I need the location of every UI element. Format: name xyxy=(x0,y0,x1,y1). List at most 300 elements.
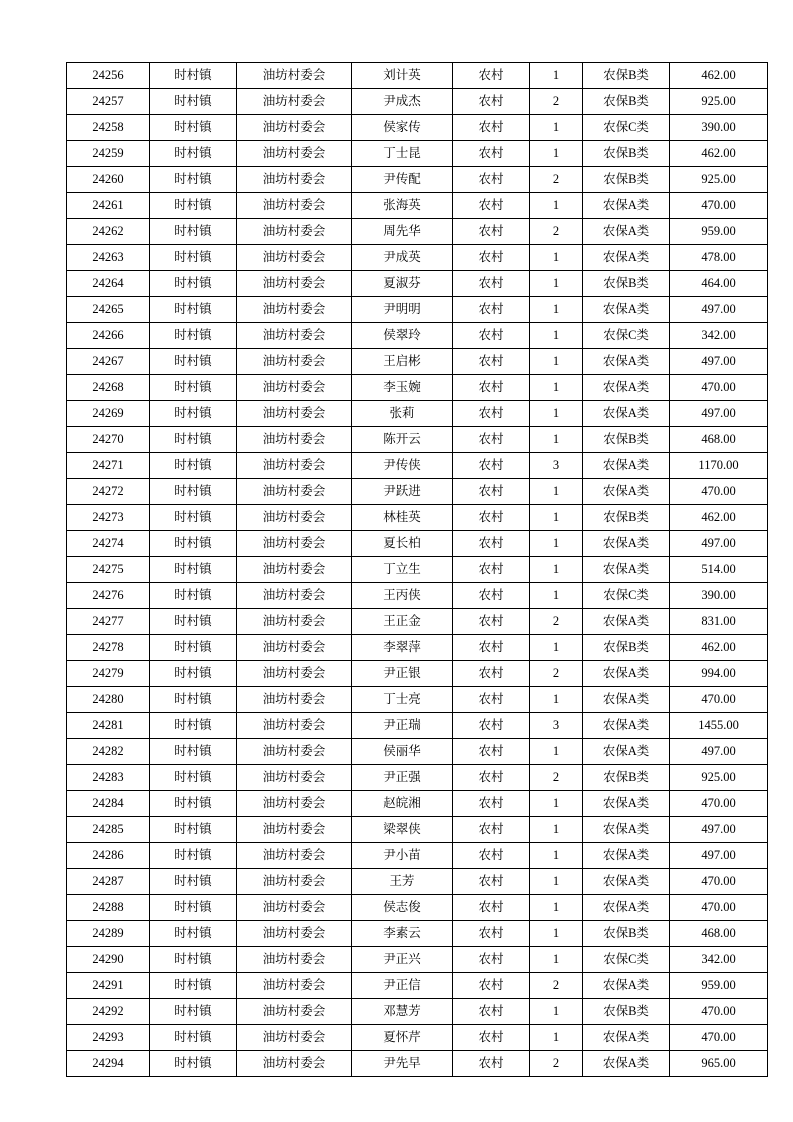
cell-type: 农村 xyxy=(453,271,530,297)
table-row xyxy=(67,895,768,921)
cell-category: 农保B类 xyxy=(583,271,670,297)
cell-id: 24275 xyxy=(67,557,150,583)
cell-type: 农村 xyxy=(453,297,530,323)
table-row xyxy=(67,167,768,193)
cell-type: 农村 xyxy=(453,167,530,193)
cell-village: 油坊村委会 xyxy=(237,687,352,713)
cell-category: 农保A类 xyxy=(583,531,670,557)
cell-count: 1 xyxy=(530,739,583,765)
cell-id: 24277 xyxy=(67,609,150,635)
cell-amount: 925.00 xyxy=(670,167,768,193)
cell-category: 农保C类 xyxy=(583,323,670,349)
table-row xyxy=(67,921,768,947)
cell-count: 1 xyxy=(530,505,583,531)
cell-type: 农村 xyxy=(453,323,530,349)
cell-count: 1 xyxy=(530,375,583,401)
cell-amount: 470.00 xyxy=(670,999,768,1025)
cell-town: 时村镇 xyxy=(150,401,237,427)
cell-town: 时村镇 xyxy=(150,739,237,765)
cell-village: 油坊村委会 xyxy=(237,947,352,973)
cell-id: 24291 xyxy=(67,973,150,999)
cell-name: 尹明明 xyxy=(352,297,453,323)
cell-name: 李翠萍 xyxy=(352,635,453,661)
cell-name: 尹正瑞 xyxy=(352,713,453,739)
cell-count: 1 xyxy=(530,687,583,713)
cell-name: 尹传配 xyxy=(352,167,453,193)
cell-village: 油坊村委会 xyxy=(237,661,352,687)
cell-id: 24269 xyxy=(67,401,150,427)
cell-amount: 497.00 xyxy=(670,739,768,765)
cell-town: 时村镇 xyxy=(150,167,237,193)
cell-type: 农村 xyxy=(453,245,530,271)
cell-category: 农保A类 xyxy=(583,1051,670,1077)
cell-type: 农村 xyxy=(453,999,530,1025)
cell-town: 时村镇 xyxy=(150,609,237,635)
cell-name: 林桂英 xyxy=(352,505,453,531)
cell-id: 24263 xyxy=(67,245,150,271)
cell-id: 24272 xyxy=(67,479,150,505)
cell-category: 农保B类 xyxy=(583,635,670,661)
cell-amount: 462.00 xyxy=(670,141,768,167)
cell-village: 油坊村委会 xyxy=(237,817,352,843)
cell-category: 农保A类 xyxy=(583,349,670,375)
cell-count: 1 xyxy=(530,1025,583,1051)
cell-name: 尹正强 xyxy=(352,765,453,791)
cell-village: 油坊村委会 xyxy=(237,921,352,947)
cell-name: 刘计英 xyxy=(352,63,453,89)
cell-name: 王启彬 xyxy=(352,349,453,375)
cell-count: 2 xyxy=(530,89,583,115)
cell-town: 时村镇 xyxy=(150,63,237,89)
cell-type: 农村 xyxy=(453,791,530,817)
cell-category: 农保A类 xyxy=(583,375,670,401)
cell-id: 24294 xyxy=(67,1051,150,1077)
cell-name: 尹正信 xyxy=(352,973,453,999)
cell-town: 时村镇 xyxy=(150,869,237,895)
cell-amount: 497.00 xyxy=(670,531,768,557)
cell-name: 尹先早 xyxy=(352,1051,453,1077)
cell-village: 油坊村委会 xyxy=(237,375,352,401)
cell-village: 油坊村委会 xyxy=(237,427,352,453)
cell-type: 农村 xyxy=(453,141,530,167)
cell-town: 时村镇 xyxy=(150,375,237,401)
table-row xyxy=(67,505,768,531)
table-row xyxy=(67,661,768,687)
cell-town: 时村镇 xyxy=(150,817,237,843)
cell-village: 油坊村委会 xyxy=(237,505,352,531)
cell-amount: 1170.00 xyxy=(670,453,768,479)
table-row xyxy=(67,375,768,401)
cell-town: 时村镇 xyxy=(150,791,237,817)
cell-amount: 468.00 xyxy=(670,921,768,947)
cell-category: 农保B类 xyxy=(583,167,670,193)
cell-type: 农村 xyxy=(453,505,530,531)
cell-count: 3 xyxy=(530,713,583,739)
cell-id: 24257 xyxy=(67,89,150,115)
cell-type: 农村 xyxy=(453,115,530,141)
cell-count: 1 xyxy=(530,947,583,973)
cell-amount: 925.00 xyxy=(670,89,768,115)
cell-amount: 464.00 xyxy=(670,271,768,297)
cell-amount: 497.00 xyxy=(670,401,768,427)
cell-id: 24292 xyxy=(67,999,150,1025)
cell-town: 时村镇 xyxy=(150,557,237,583)
cell-type: 农村 xyxy=(453,89,530,115)
table-row xyxy=(67,479,768,505)
cell-count: 1 xyxy=(530,869,583,895)
cell-type: 农村 xyxy=(453,739,530,765)
table-row xyxy=(67,739,768,765)
cell-type: 农村 xyxy=(453,219,530,245)
cell-type: 农村 xyxy=(453,583,530,609)
cell-category: 农保A类 xyxy=(583,869,670,895)
cell-amount: 959.00 xyxy=(670,973,768,999)
cell-id: 24258 xyxy=(67,115,150,141)
cell-count: 1 xyxy=(530,817,583,843)
table-row xyxy=(67,141,768,167)
cell-town: 时村镇 xyxy=(150,297,237,323)
cell-type: 农村 xyxy=(453,895,530,921)
cell-village: 油坊村委会 xyxy=(237,271,352,297)
cell-name: 尹正兴 xyxy=(352,947,453,973)
cell-town: 时村镇 xyxy=(150,193,237,219)
table-row xyxy=(67,193,768,219)
cell-village: 油坊村委会 xyxy=(237,765,352,791)
cell-id: 24290 xyxy=(67,947,150,973)
cell-category: 农保B类 xyxy=(583,141,670,167)
cell-type: 农村 xyxy=(453,713,530,739)
cell-category: 农保B类 xyxy=(583,63,670,89)
cell-amount: 468.00 xyxy=(670,427,768,453)
table-row xyxy=(67,453,768,479)
cell-name: 尹小苗 xyxy=(352,843,453,869)
cell-town: 时村镇 xyxy=(150,843,237,869)
cell-name: 王芳 xyxy=(352,869,453,895)
cell-village: 油坊村委会 xyxy=(237,401,352,427)
cell-village: 油坊村委会 xyxy=(237,557,352,583)
cell-town: 时村镇 xyxy=(150,895,237,921)
cell-id: 24262 xyxy=(67,219,150,245)
cell-town: 时村镇 xyxy=(150,245,237,271)
cell-count: 2 xyxy=(530,765,583,791)
cell-amount: 497.00 xyxy=(670,349,768,375)
cell-amount: 959.00 xyxy=(670,219,768,245)
table-row xyxy=(67,791,768,817)
cell-village: 油坊村委会 xyxy=(237,297,352,323)
cell-category: 农保B类 xyxy=(583,999,670,1025)
subsidy-table xyxy=(66,62,768,1077)
cell-type: 农村 xyxy=(453,635,530,661)
cell-count: 2 xyxy=(530,167,583,193)
table-row xyxy=(67,713,768,739)
cell-category: 农保A类 xyxy=(583,1025,670,1051)
cell-category: 农保A类 xyxy=(583,739,670,765)
cell-town: 时村镇 xyxy=(150,89,237,115)
cell-amount: 462.00 xyxy=(670,63,768,89)
cell-town: 时村镇 xyxy=(150,479,237,505)
cell-town: 时村镇 xyxy=(150,765,237,791)
table-row xyxy=(67,583,768,609)
cell-category: 农保A类 xyxy=(583,453,670,479)
cell-id: 24280 xyxy=(67,687,150,713)
table-row xyxy=(67,557,768,583)
cell-category: 农保A类 xyxy=(583,245,670,271)
cell-category: 农保B类 xyxy=(583,427,670,453)
cell-category: 农保C类 xyxy=(583,583,670,609)
cell-id: 24278 xyxy=(67,635,150,661)
cell-count: 1 xyxy=(530,245,583,271)
cell-type: 农村 xyxy=(453,661,530,687)
cell-id: 24285 xyxy=(67,817,150,843)
cell-id: 24273 xyxy=(67,505,150,531)
cell-id: 24289 xyxy=(67,921,150,947)
cell-village: 油坊村委会 xyxy=(237,869,352,895)
cell-amount: 1455.00 xyxy=(670,713,768,739)
table-row xyxy=(67,323,768,349)
cell-type: 农村 xyxy=(453,557,530,583)
cell-town: 时村镇 xyxy=(150,349,237,375)
cell-amount: 390.00 xyxy=(670,583,768,609)
cell-id: 24287 xyxy=(67,869,150,895)
table-row xyxy=(67,869,768,895)
cell-id: 24274 xyxy=(67,531,150,557)
cell-village: 油坊村委会 xyxy=(237,583,352,609)
cell-town: 时村镇 xyxy=(150,453,237,479)
cell-name: 赵皖湘 xyxy=(352,791,453,817)
cell-name: 侯家传 xyxy=(352,115,453,141)
cell-count: 1 xyxy=(530,271,583,297)
cell-count: 1 xyxy=(530,583,583,609)
cell-id: 24271 xyxy=(67,453,150,479)
table-row xyxy=(67,531,768,557)
cell-category: 农保A类 xyxy=(583,557,670,583)
table-row xyxy=(67,765,768,791)
cell-name: 李玉婉 xyxy=(352,375,453,401)
cell-count: 2 xyxy=(530,661,583,687)
cell-type: 农村 xyxy=(453,921,530,947)
cell-village: 油坊村委会 xyxy=(237,843,352,869)
cell-count: 1 xyxy=(530,635,583,661)
cell-village: 油坊村委会 xyxy=(237,89,352,115)
cell-category: 农保A类 xyxy=(583,843,670,869)
table-row xyxy=(67,999,768,1025)
cell-name: 邓慧芳 xyxy=(352,999,453,1025)
cell-town: 时村镇 xyxy=(150,219,237,245)
table-row xyxy=(67,947,768,973)
cell-village: 油坊村委会 xyxy=(237,349,352,375)
cell-village: 油坊村委会 xyxy=(237,609,352,635)
cell-id: 24283 xyxy=(67,765,150,791)
cell-village: 油坊村委会 xyxy=(237,1025,352,1051)
cell-village: 油坊村委会 xyxy=(237,63,352,89)
cell-village: 油坊村委会 xyxy=(237,167,352,193)
cell-category: 农保B类 xyxy=(583,921,670,947)
cell-amount: 342.00 xyxy=(670,323,768,349)
cell-town: 时村镇 xyxy=(150,1025,237,1051)
cell-type: 农村 xyxy=(453,349,530,375)
cell-name: 夏淑芬 xyxy=(352,271,453,297)
cell-type: 农村 xyxy=(453,193,530,219)
cell-count: 1 xyxy=(530,63,583,89)
cell-type: 农村 xyxy=(453,479,530,505)
cell-id: 24267 xyxy=(67,349,150,375)
table-row xyxy=(67,1025,768,1051)
cell-amount: 470.00 xyxy=(670,193,768,219)
cell-id: 24270 xyxy=(67,427,150,453)
cell-id: 24259 xyxy=(67,141,150,167)
cell-name: 侯丽华 xyxy=(352,739,453,765)
cell-name: 丁士昆 xyxy=(352,141,453,167)
cell-category: 农保A类 xyxy=(583,193,670,219)
cell-type: 农村 xyxy=(453,687,530,713)
cell-id: 24265 xyxy=(67,297,150,323)
table-row xyxy=(67,609,768,635)
cell-category: 农保B类 xyxy=(583,89,670,115)
cell-town: 时村镇 xyxy=(150,635,237,661)
cell-category: 农保A类 xyxy=(583,973,670,999)
cell-type: 农村 xyxy=(453,843,530,869)
cell-id: 24281 xyxy=(67,713,150,739)
cell-name: 尹成英 xyxy=(352,245,453,271)
cell-name: 夏长柏 xyxy=(352,531,453,557)
table-row xyxy=(67,349,768,375)
cell-category: 农保A类 xyxy=(583,895,670,921)
cell-count: 1 xyxy=(530,193,583,219)
cell-village: 油坊村委会 xyxy=(237,479,352,505)
cell-count: 1 xyxy=(530,141,583,167)
cell-count: 1 xyxy=(530,297,583,323)
table-row xyxy=(67,427,768,453)
cell-id: 24288 xyxy=(67,895,150,921)
cell-amount: 965.00 xyxy=(670,1051,768,1077)
table-row xyxy=(67,115,768,141)
cell-amount: 470.00 xyxy=(670,1025,768,1051)
cell-count: 1 xyxy=(530,531,583,557)
cell-town: 时村镇 xyxy=(150,999,237,1025)
table-row xyxy=(67,1051,768,1077)
cell-amount: 470.00 xyxy=(670,479,768,505)
cell-village: 油坊村委会 xyxy=(237,635,352,661)
table-row xyxy=(67,219,768,245)
cell-count: 1 xyxy=(530,115,583,141)
cell-count: 1 xyxy=(530,921,583,947)
cell-category: 农保A类 xyxy=(583,401,670,427)
cell-name: 尹跃进 xyxy=(352,479,453,505)
cell-amount: 390.00 xyxy=(670,115,768,141)
cell-amount: 470.00 xyxy=(670,687,768,713)
cell-village: 油坊村委会 xyxy=(237,713,352,739)
cell-town: 时村镇 xyxy=(150,661,237,687)
cell-type: 农村 xyxy=(453,765,530,791)
cell-amount: 462.00 xyxy=(670,635,768,661)
table-row xyxy=(67,401,768,427)
cell-town: 时村镇 xyxy=(150,531,237,557)
cell-type: 农村 xyxy=(453,375,530,401)
cell-amount: 497.00 xyxy=(670,297,768,323)
cell-village: 油坊村委会 xyxy=(237,115,352,141)
cell-count: 1 xyxy=(530,479,583,505)
cell-name: 侯翠玲 xyxy=(352,323,453,349)
cell-amount: 470.00 xyxy=(670,869,768,895)
cell-count: 1 xyxy=(530,349,583,375)
cell-type: 农村 xyxy=(453,1025,530,1051)
cell-amount: 514.00 xyxy=(670,557,768,583)
cell-village: 油坊村委会 xyxy=(237,141,352,167)
cell-town: 时村镇 xyxy=(150,713,237,739)
cell-type: 农村 xyxy=(453,63,530,89)
cell-id: 24261 xyxy=(67,193,150,219)
cell-type: 农村 xyxy=(453,817,530,843)
cell-id: 24276 xyxy=(67,583,150,609)
cell-category: 农保A类 xyxy=(583,297,670,323)
cell-name: 尹传侠 xyxy=(352,453,453,479)
cell-count: 1 xyxy=(530,401,583,427)
cell-count: 1 xyxy=(530,791,583,817)
cell-village: 油坊村委会 xyxy=(237,245,352,271)
cell-village: 油坊村委会 xyxy=(237,973,352,999)
cell-type: 农村 xyxy=(453,401,530,427)
cell-amount: 925.00 xyxy=(670,765,768,791)
cell-count: 1 xyxy=(530,895,583,921)
table-row xyxy=(67,843,768,869)
cell-category: 农保A类 xyxy=(583,817,670,843)
cell-id: 24279 xyxy=(67,661,150,687)
table-row xyxy=(67,635,768,661)
cell-type: 农村 xyxy=(453,531,530,557)
cell-category: 农保A类 xyxy=(583,479,670,505)
cell-name: 尹正银 xyxy=(352,661,453,687)
cell-amount: 994.00 xyxy=(670,661,768,687)
table-row xyxy=(67,245,768,271)
table-row xyxy=(67,687,768,713)
table-row xyxy=(67,973,768,999)
cell-id: 24282 xyxy=(67,739,150,765)
cell-name: 张莉 xyxy=(352,401,453,427)
cell-category: 农保A类 xyxy=(583,687,670,713)
cell-amount: 831.00 xyxy=(670,609,768,635)
cell-town: 时村镇 xyxy=(150,1051,237,1077)
cell-amount: 497.00 xyxy=(670,843,768,869)
cell-amount: 470.00 xyxy=(670,791,768,817)
cell-village: 油坊村委会 xyxy=(237,531,352,557)
cell-amount: 478.00 xyxy=(670,245,768,271)
cell-id: 24268 xyxy=(67,375,150,401)
cell-count: 2 xyxy=(530,609,583,635)
cell-type: 农村 xyxy=(453,973,530,999)
table-row xyxy=(67,297,768,323)
cell-town: 时村镇 xyxy=(150,947,237,973)
cell-count: 1 xyxy=(530,557,583,583)
table-row xyxy=(67,89,768,115)
cell-name: 丁士亮 xyxy=(352,687,453,713)
cell-category: 农保C类 xyxy=(583,115,670,141)
cell-name: 王正金 xyxy=(352,609,453,635)
cell-count: 1 xyxy=(530,427,583,453)
cell-village: 油坊村委会 xyxy=(237,193,352,219)
cell-name: 尹成杰 xyxy=(352,89,453,115)
table-row xyxy=(67,271,768,297)
cell-type: 农村 xyxy=(453,869,530,895)
cell-village: 油坊村委会 xyxy=(237,219,352,245)
cell-name: 王丙侠 xyxy=(352,583,453,609)
cell-amount: 497.00 xyxy=(670,817,768,843)
cell-count: 2 xyxy=(530,973,583,999)
cell-town: 时村镇 xyxy=(150,271,237,297)
cell-name: 张海英 xyxy=(352,193,453,219)
cell-town: 时村镇 xyxy=(150,427,237,453)
cell-village: 油坊村委会 xyxy=(237,739,352,765)
cell-amount: 342.00 xyxy=(670,947,768,973)
